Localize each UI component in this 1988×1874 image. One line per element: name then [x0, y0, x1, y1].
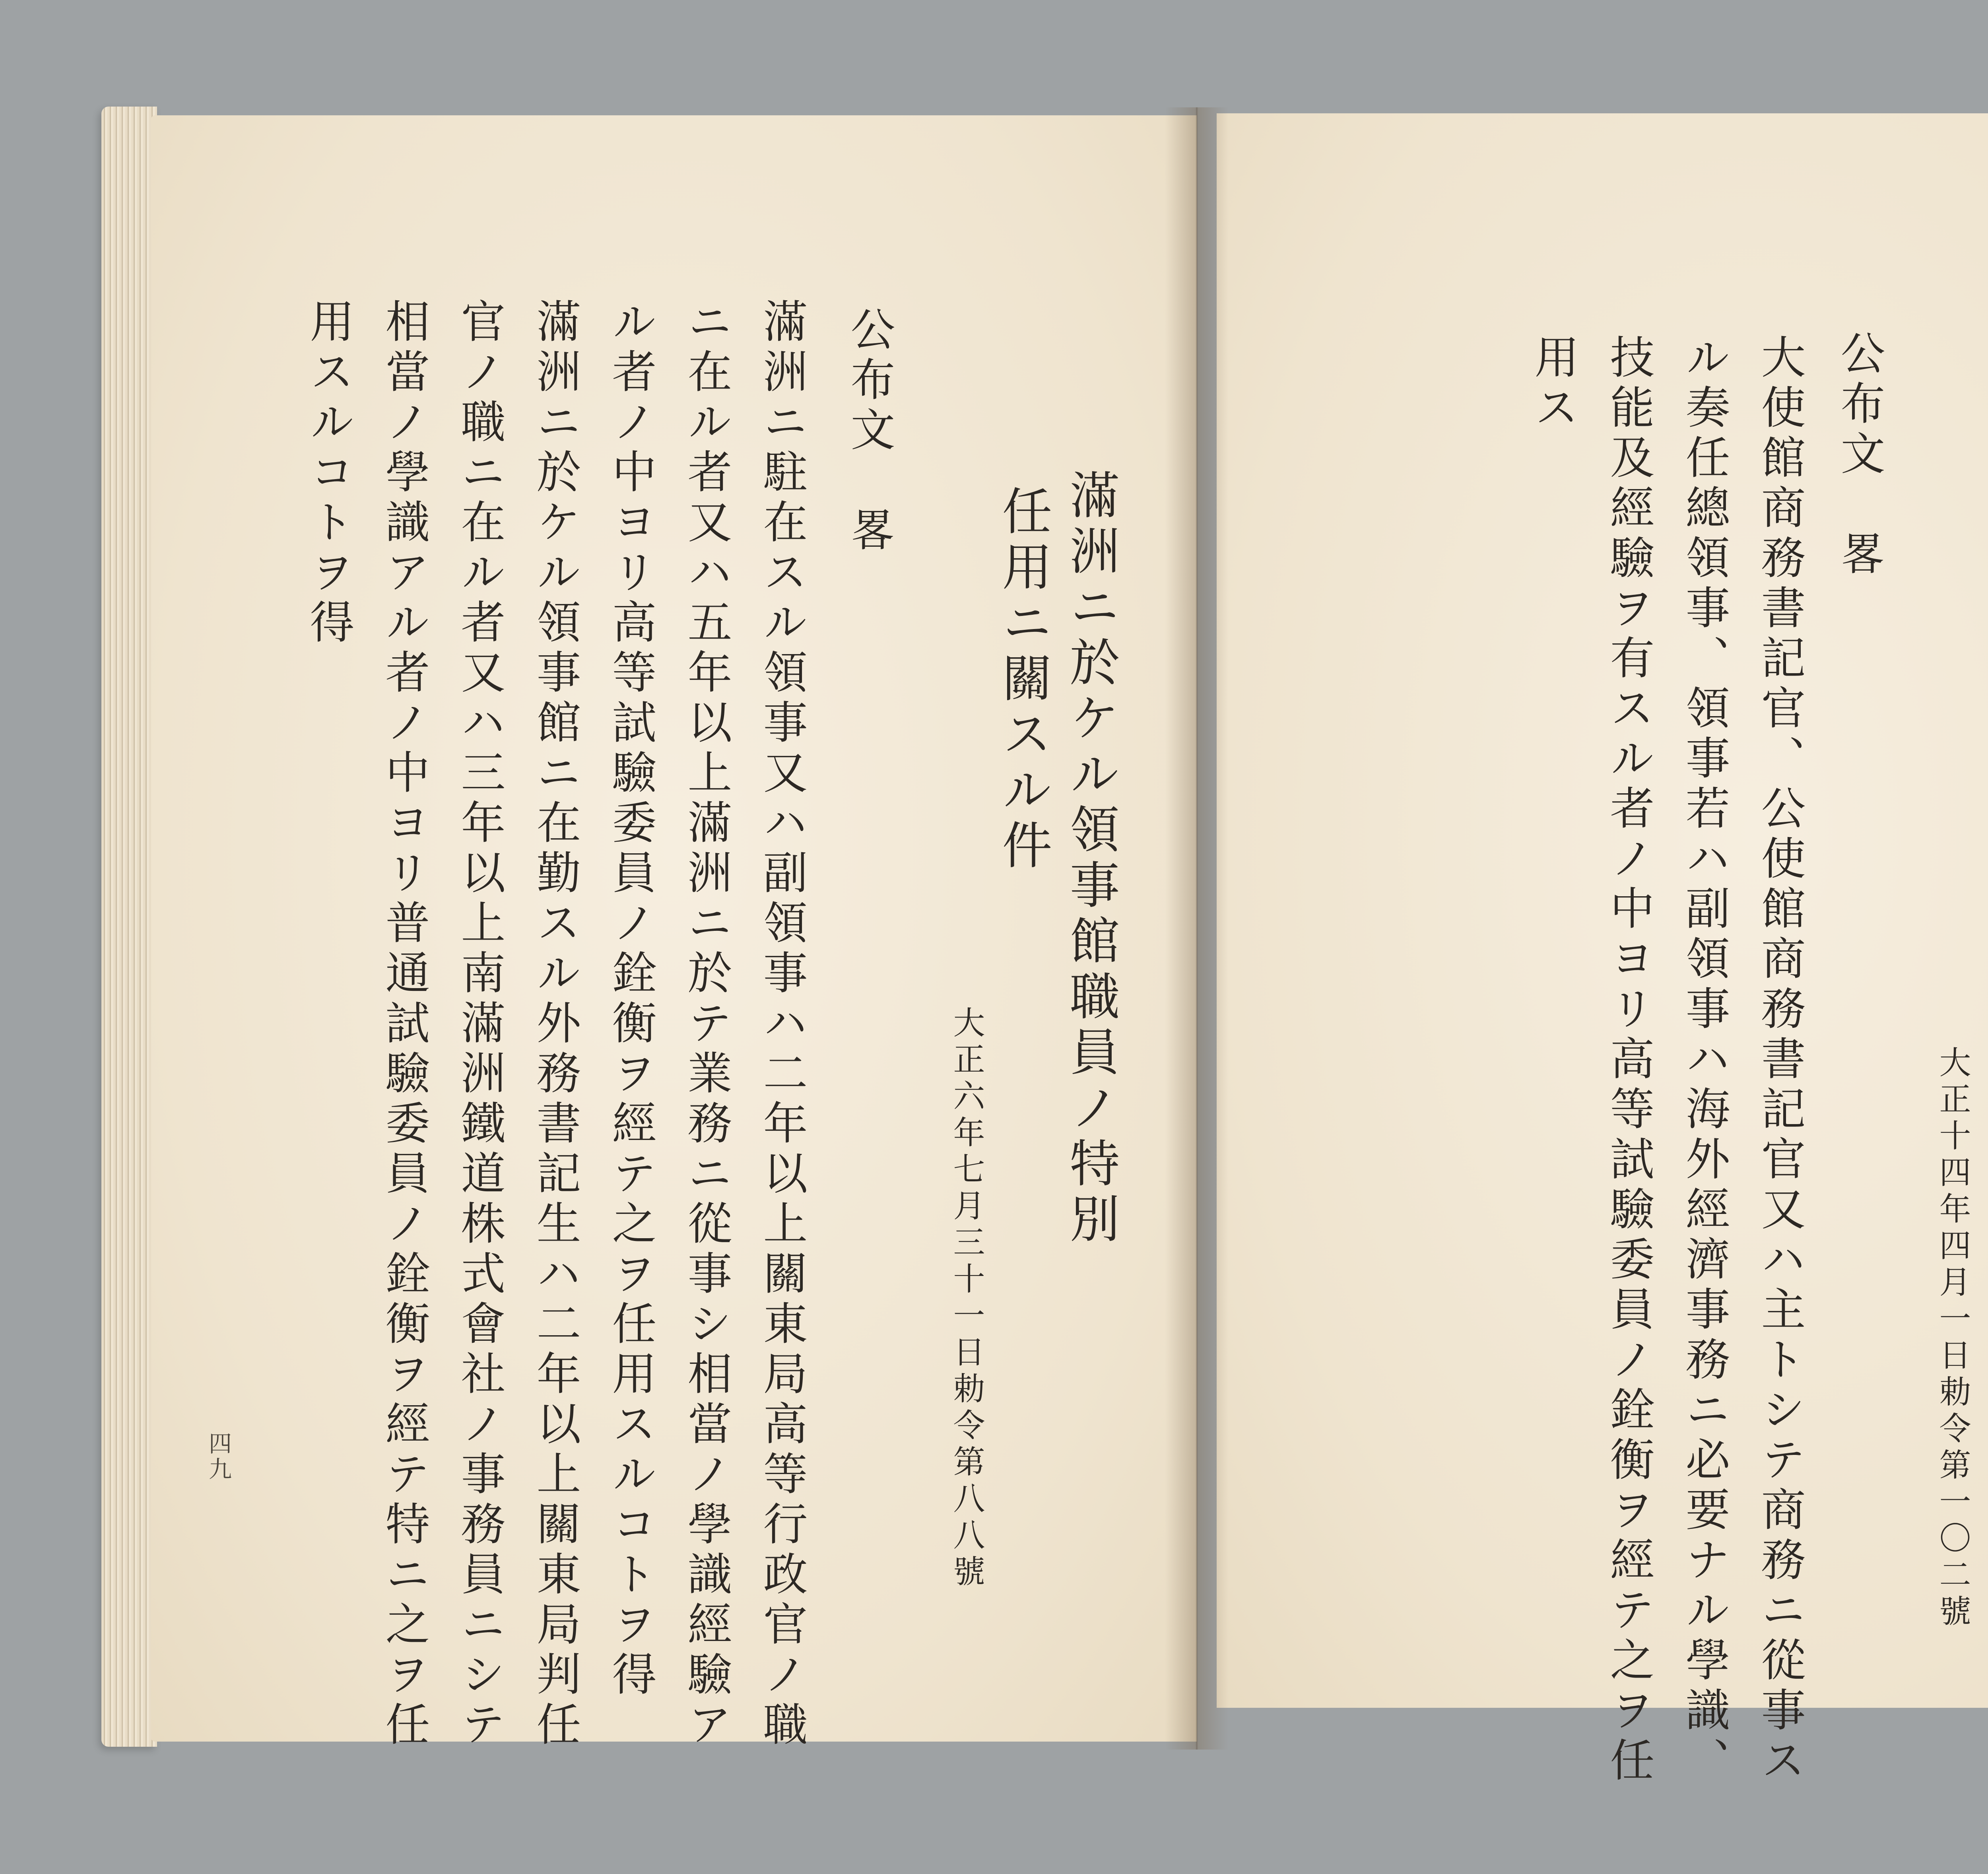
right-body-line-1: 大使館商務書記官、公使館商務書記官又ハ主トシテ商務ニ從事ス	[1754, 334, 1806, 1787]
left-page-edge	[101, 107, 157, 1747]
right-body-line-2: ル奏任總領事、領事若ハ副領事ハ海外經濟事務ニ必要ナル學識、	[1678, 334, 1730, 1787]
right-date-line: 大正十四年四月一日勅令第一〇二號	[1934, 1046, 1971, 1631]
book-gutter	[1165, 107, 1229, 1750]
right-body-line-4: 用ス	[1527, 334, 1579, 434]
left-body-line-4: 滿洲ニ於ケル領事館ニ在勤スル外務書記生ハ二年以上關東局判任	[529, 298, 581, 1751]
left-page-number: 四九	[205, 1431, 232, 1482]
left-body-line-7: 用スルコトヲ得	[303, 298, 354, 649]
left-heading: 公布文 畧	[843, 306, 895, 557]
left-body-line-6: 相當ノ學識アル者ノ中ヨリ普通試驗委員ノ銓衡ヲ經テ特ニ之ヲ任	[378, 298, 430, 1751]
left-title-line-2: 任用ニ關スル件	[994, 485, 1052, 875]
left-title-line-1: 滿洲ニ於ケル領事館職員ノ特別	[1062, 469, 1120, 1249]
left-body-line-5: 官ノ職ニ在ル者又ハ三年以上南滿洲鐵道株式會社ノ事務員ニシテ	[454, 298, 505, 1751]
right-body-line-3: 技能及經驗ヲ有スル者ノ中ヨリ高等試驗委員ノ銓衡ヲ經テ之ヲ任	[1603, 334, 1654, 1787]
left-body-line-2: ニ在ル者又ハ五年以上滿洲ニ於テ業務ニ從事シ相當ノ學識經驗ア	[680, 298, 732, 1751]
left-body-line-3: ル者ノ中ヨリ高等試驗委員ノ銓衡ヲ經テ之ヲ任用スルコトヲ得	[605, 298, 656, 1701]
left-date-line: 大正六年七月三十一日勅令第八八號	[948, 1006, 985, 1591]
left-body-line-1: 滿洲ニ駐在スル領事又ハ副領事ハ二年以上關東局高等行政官ノ職	[756, 298, 808, 1751]
right-heading: 公布文 畧	[1833, 330, 1885, 581]
